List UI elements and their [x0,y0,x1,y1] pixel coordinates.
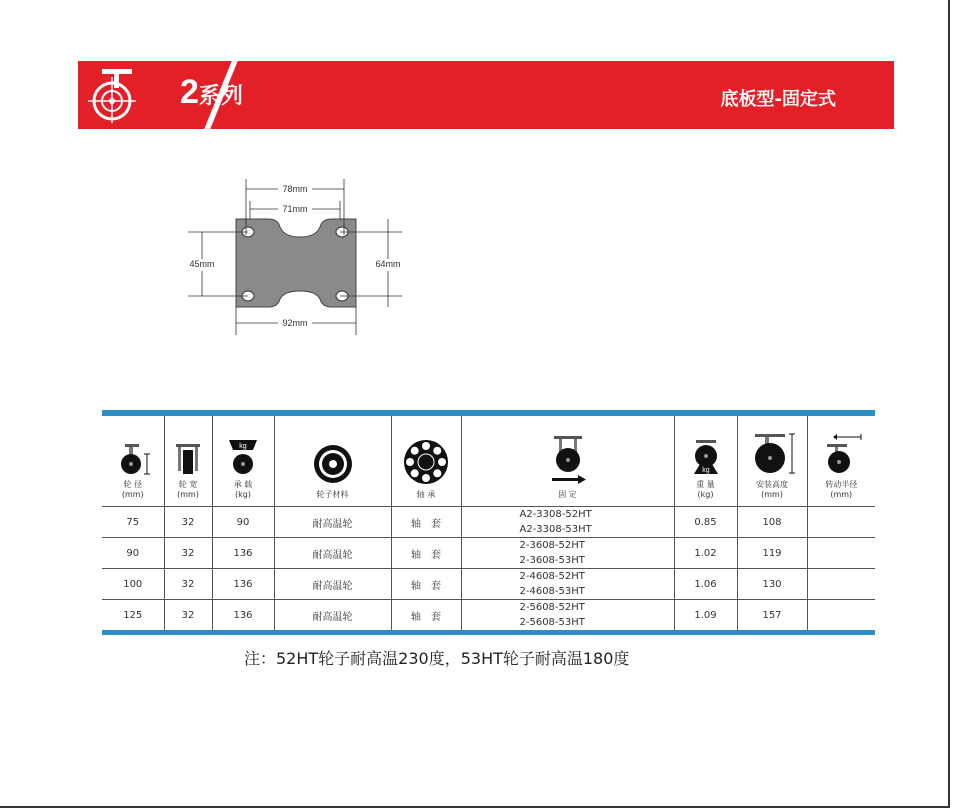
cell-radius [807,600,875,633]
cell-material: 耐高温轮 [274,507,391,538]
spec-table [102,410,875,635]
wheel-diameter-icon [113,442,153,476]
cell-weight: 1.06 [674,569,737,600]
svg-text:kg: kg [239,443,247,450]
cell-radius [807,507,875,538]
cell-width: 32 [164,600,212,633]
cell-diameter: 100 [102,569,164,600]
series-banner [78,61,894,129]
cell-model: 2-3608-52HT 2-3608-53HT [461,538,674,569]
cell-model: 2-5608-52HT 2-5608-53HT [461,600,674,633]
cell-material: 耐高温轮 [274,538,391,569]
cell-load: 136 [212,538,274,569]
cell-height: 130 [737,569,807,600]
header-swivel-radius: 转动半径 (mm) [807,413,875,507]
cell-load: 90 [212,507,274,538]
dim-bottom: 92mm [282,318,308,328]
table-row [102,538,875,569]
cell-width: 32 [164,538,212,569]
cell-diameter: 90 [102,538,164,569]
mount-height-icon [747,432,797,476]
cell-width: 32 [164,507,212,538]
cell-bearing: 轴 套 [391,538,461,569]
dim-right: 64mm [375,259,401,269]
caster-logo-icon [84,65,144,125]
wheel-material-icon [311,442,355,486]
header-fixed: 固 定 [461,413,674,507]
temperature-note: 注：52HT轮子耐高温230度，53HT轮子耐高温180度 [244,649,630,668]
table-row [102,507,875,538]
dim-top-inner: 71mm [282,204,308,214]
header-mount-height: 安装高度 (mm) [737,413,807,507]
cell-height: 119 [737,538,807,569]
load-icon [223,438,263,476]
cell-height: 157 [737,600,807,633]
table-header-row [102,413,875,507]
table-row [102,569,875,600]
top-plate-diagram [180,175,420,345]
caster-type-title: 底板型-固定式 [720,89,836,110]
cell-height: 108 [737,507,807,538]
header-load: kg 承 载 (kg) [212,413,274,507]
cell-weight: 1.02 [674,538,737,569]
cell-radius [807,569,875,600]
header-wheel-material: 轮子材料 [274,413,391,507]
cell-width: 32 [164,569,212,600]
series-title: 2系列 [180,73,243,111]
bearing-icon [402,438,450,486]
cell-load: 136 [212,569,274,600]
cell-weight: 1.09 [674,600,737,633]
table-row [102,600,875,633]
dim-top-outer: 78mm [282,184,308,194]
cell-bearing: 轴 套 [391,507,461,538]
header-bearing: 轴 承 [391,413,461,507]
cell-material: 耐高温轮 [274,569,391,600]
wheel-width-icon [172,442,204,476]
cell-model: A2-3308-52HT A2-3308-53HT [461,507,674,538]
cell-weight: 0.85 [674,507,737,538]
header-wheel-width: 轮 宽 (mm) [164,413,212,507]
header-weight: kg 重 量 (kg) [674,413,737,507]
cell-bearing: 轴 套 [391,569,461,600]
cell-material: 耐高温轮 [274,600,391,633]
cell-load: 136 [212,600,274,633]
svg-text:kg: kg [701,467,710,474]
fixed-caster-icon [546,434,590,486]
cell-diameter: 125 [102,600,164,633]
cell-bearing: 轴 套 [391,600,461,633]
weight-icon [686,438,726,476]
dim-left: 45mm [189,259,215,269]
cell-radius [807,538,875,569]
cell-diameter: 75 [102,507,164,538]
cell-model: 2-4608-52HT 2-4608-53HT [461,569,674,600]
swivel-radius-icon [819,434,863,476]
header-wheel-diameter: 轮 径 (mm) [102,413,164,507]
